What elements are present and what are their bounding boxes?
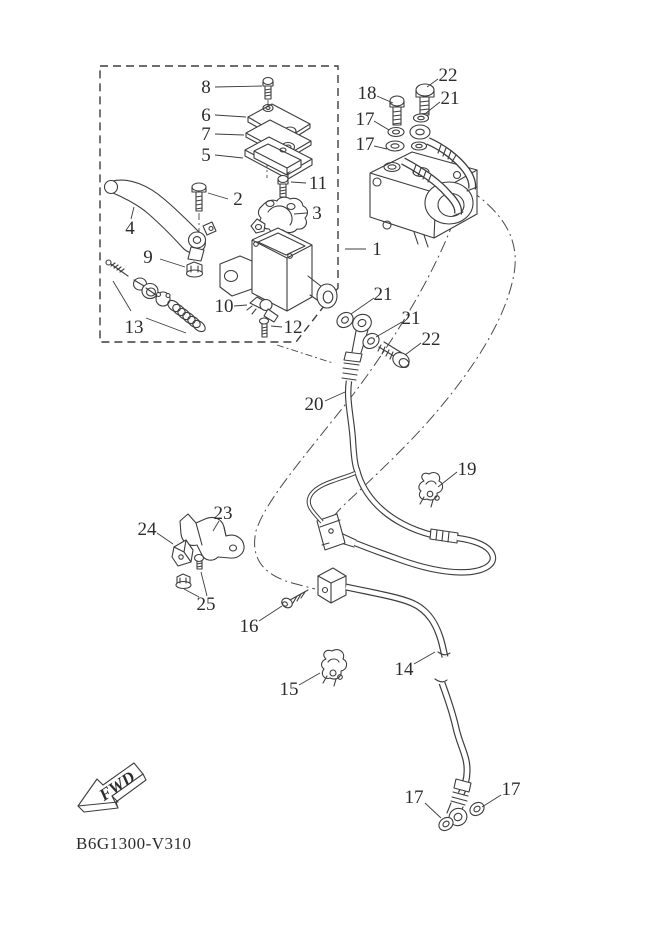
washer-21-under-eye — [412, 142, 427, 150]
nut-25 — [176, 574, 191, 589]
hose20-banjo-joint — [334, 309, 412, 370]
part-label-20: 20 — [304, 394, 324, 415]
leader-line-14 — [414, 652, 435, 664]
hose-clamp-block — [318, 568, 346, 603]
handlebar-clamp-3 — [251, 197, 307, 233]
part-label-17: 17 — [355, 134, 375, 155]
clamp-screw-11 — [278, 176, 288, 198]
part-label-3: 3 — [312, 203, 322, 224]
hose-clamp-19 — [419, 473, 443, 507]
part-label-16: 16 — [239, 616, 259, 637]
part-label-23: 23 — [213, 503, 233, 524]
part-label-9: 9 — [143, 247, 153, 268]
bleed-screw-12 — [260, 318, 269, 337]
washer-17-upper — [388, 128, 404, 137]
part-label-15: 15 — [279, 679, 299, 700]
leader-line-22 — [405, 343, 421, 355]
leader-line-17 — [482, 795, 501, 807]
part-label-22: 22 — [438, 65, 458, 86]
clamp-screw-16 — [280, 590, 308, 610]
part-label-6: 6 — [201, 105, 211, 126]
part-label-18: 18 — [357, 83, 377, 104]
leader-25b — [201, 572, 207, 596]
leader-line-20 — [325, 392, 345, 401]
washer-17-bottom-right — [467, 800, 486, 818]
leader-line-17 — [425, 803, 441, 818]
leader-line-19 — [438, 472, 457, 487]
part-label-21: 21 — [401, 308, 421, 329]
union-bolt-22-top — [416, 84, 434, 115]
fwd-arrow — [78, 763, 146, 812]
master-cylinder-body-1 — [220, 228, 337, 311]
part-label-17: 17 — [501, 779, 521, 800]
leader-line-12 — [271, 326, 282, 327]
leader-line-21 — [376, 322, 402, 337]
pivot-nut-9 — [187, 262, 203, 277]
part-label-12: 12 — [283, 317, 303, 338]
figure-code: B6G1300-V310 — [76, 834, 192, 853]
part-label-4: 4 — [125, 218, 135, 239]
fwd-label: FWD — [95, 767, 139, 805]
washer-21-top — [414, 114, 429, 122]
leader-line-2 — [208, 193, 228, 199]
hose-clamp-15 — [322, 650, 347, 686]
washer-17-lower — [386, 141, 404, 151]
leader-line-17 — [374, 146, 387, 149]
hose20-ferrule — [430, 529, 458, 543]
brake-hose-20 — [309, 309, 493, 572]
leader-line-16 — [259, 606, 282, 621]
leader-line-9 — [160, 259, 185, 267]
part-label-17: 17 — [355, 109, 375, 130]
leader-line-5 — [215, 155, 243, 158]
hose-joint-connector — [317, 514, 356, 550]
part-label-24: 24 — [137, 519, 157, 540]
part-label-10: 10 — [214, 296, 234, 317]
part-label-17: 17 — [404, 787, 424, 808]
screw-25 — [195, 555, 204, 570]
leader-line-15 — [299, 673, 320, 685]
part-label-25: 25 — [196, 594, 216, 615]
part-label-22: 22 — [421, 329, 441, 350]
part-label-19: 19 — [457, 459, 477, 480]
union-bolt-22-mid — [378, 342, 412, 370]
part-label-13: 13 — [124, 317, 144, 338]
leader-line-8 — [215, 86, 262, 87]
part-label-7: 7 — [201, 124, 211, 145]
lever-bolt-2 — [192, 183, 206, 211]
part-label-2: 2 — [233, 189, 243, 210]
union-bolt-18 — [390, 96, 404, 125]
part-label-8: 8 — [201, 77, 211, 98]
abs-unit-group — [370, 84, 477, 247]
hose-break-mark2 — [435, 679, 447, 682]
leader-line-7 — [215, 134, 244, 135]
part-label-1: 1 — [372, 239, 382, 260]
part-label-21: 21 — [373, 284, 393, 305]
leader-line-21 — [351, 298, 374, 314]
leader-line-21 — [426, 102, 440, 113]
leader-line-11 — [291, 182, 306, 183]
part-label-11: 11 — [308, 173, 328, 194]
reservoir-screw-8 — [263, 78, 273, 100]
part-label-21: 21 — [440, 88, 460, 109]
leader-line-10 — [234, 305, 247, 306]
part-label-14: 14 — [394, 659, 414, 680]
leader-line-22 — [427, 79, 438, 87]
part-label-5: 5 — [201, 145, 211, 166]
spring-coil — [166, 298, 208, 334]
leader-line-17 — [374, 121, 389, 130]
leader-line-6 — [215, 115, 246, 117]
hose20-crimp — [344, 352, 362, 362]
leader-line-13 — [146, 318, 186, 333]
leader-line-24 — [157, 533, 173, 544]
banjo-eye-top — [410, 125, 430, 139]
